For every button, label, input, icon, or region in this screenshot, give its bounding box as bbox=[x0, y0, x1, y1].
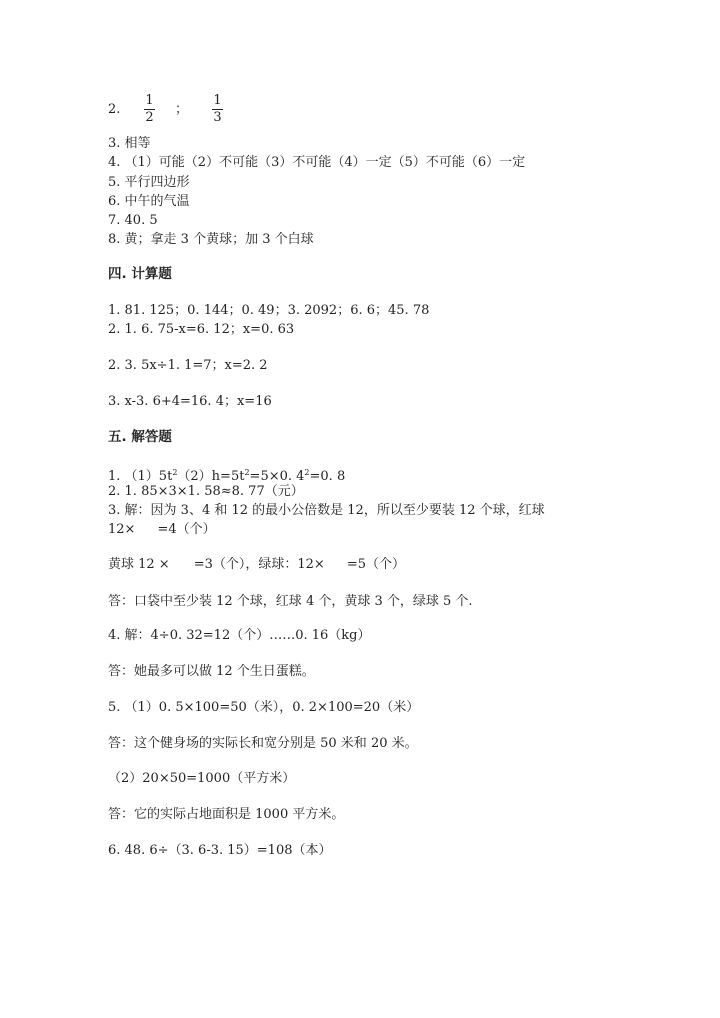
item-number: 2. bbox=[108, 102, 121, 117]
q1-part-d: =0. 8 bbox=[309, 469, 346, 484]
answer-item-7: 7. 40. 5 bbox=[108, 213, 158, 228]
fraction-separator: ； bbox=[175, 102, 189, 117]
calc-line-3: 2. 3. 5x÷1. 1=7；x=2. 2 bbox=[108, 358, 268, 373]
answer-item-2 bbox=[108, 102, 120, 118]
answer-item-3: 3. 相等 bbox=[108, 136, 151, 151]
calc-line-2: 2. 1. 6. 75-x=6. 12；x=0. 63 bbox=[108, 322, 295, 337]
solution-q3-answer: 答：口袋中至少装 12 个球，红球 4 个，黄球 3 个，绿球 5 个. bbox=[108, 594, 473, 609]
calc-line-4: 3. x-3. 6+4=16. 4；x=16 bbox=[108, 394, 272, 409]
answer-item-4: 4. （1）可能（2）不可能（3）不可能（4）一定（5）不可能（6）一定 bbox=[108, 155, 526, 170]
solution-q2: 2. 1. 85×3×1. 58≈8. 77（元） bbox=[108, 484, 304, 499]
calc-line-1: 1. 81. 125；0. 144；0. 49；3. 2092；6. 6；45. 78 bbox=[108, 303, 430, 318]
solution-q3-line2 bbox=[108, 522, 216, 538]
fraction-one-half bbox=[144, 94, 155, 125]
superscript: 2 bbox=[244, 468, 250, 477]
solution-q3-line1: 3. 解：因为 3、4 和 12 的最小公倍数是 12，所以至少要装 12 个球，红球 bbox=[108, 503, 545, 518]
solution-q1 bbox=[108, 465, 345, 485]
fraction-denominator: 2 bbox=[145, 110, 154, 125]
fraction-one-third bbox=[212, 94, 223, 125]
answer-item-8: 8. 黄；拿走 3 个黄球；加 3 个白球 bbox=[108, 232, 314, 247]
solution-q5-answer2: 答：它的实际占地面积是 1000 平方米。 bbox=[108, 807, 345, 822]
q3-red-result: =4（个） bbox=[157, 522, 216, 537]
q3-green-result: =5（个） bbox=[346, 557, 405, 572]
q3-yellow-result: =3（个），绿球：12× bbox=[193, 557, 325, 572]
section-heading-calculation: 四. 计算题 bbox=[108, 266, 172, 282]
answer-item-5: 5. 平行四边形 bbox=[108, 175, 190, 190]
solution-q5-answer1: 答：这个健身场的实际长和宽分别是 50 米和 20 米。 bbox=[108, 736, 418, 751]
section-heading-solutions: 五. 解答题 bbox=[108, 429, 172, 445]
q3-red-expression: 12× bbox=[108, 522, 136, 537]
solution-q5: 5. （1）0. 5×100=50（米），0. 2×100=20（米） bbox=[108, 700, 420, 715]
q1-part-b: （2）h=5t bbox=[177, 469, 245, 484]
answer-item-6: 6. 中午的气温 bbox=[108, 194, 190, 209]
superscript: 2 bbox=[172, 468, 178, 477]
superscript: 2 bbox=[304, 468, 310, 477]
q1-part-a: 1. （1）5t bbox=[108, 469, 173, 484]
fraction-numerator: 1 bbox=[145, 93, 154, 108]
solution-q4-answer: 答：她最多可以做 12 个生日蛋糕。 bbox=[108, 664, 315, 679]
q1-part-c: =5×0. 4 bbox=[249, 469, 305, 484]
solution-q5-part2: （2）20×50=1000（平方米） bbox=[108, 771, 296, 786]
fraction-numerator: 1 bbox=[213, 93, 222, 108]
fraction-denominator: 3 bbox=[213, 110, 222, 125]
q3-yellow-expression: 黄球 12 × bbox=[108, 557, 170, 572]
solution-q6: 6. 48. 6÷（3. 6-3. 15）=108（本） bbox=[108, 843, 332, 858]
solution-q4: 4. 解：4÷0. 32=12（个）……0. 16（kg） bbox=[108, 628, 371, 643]
solution-q3-line3 bbox=[108, 557, 405, 573]
